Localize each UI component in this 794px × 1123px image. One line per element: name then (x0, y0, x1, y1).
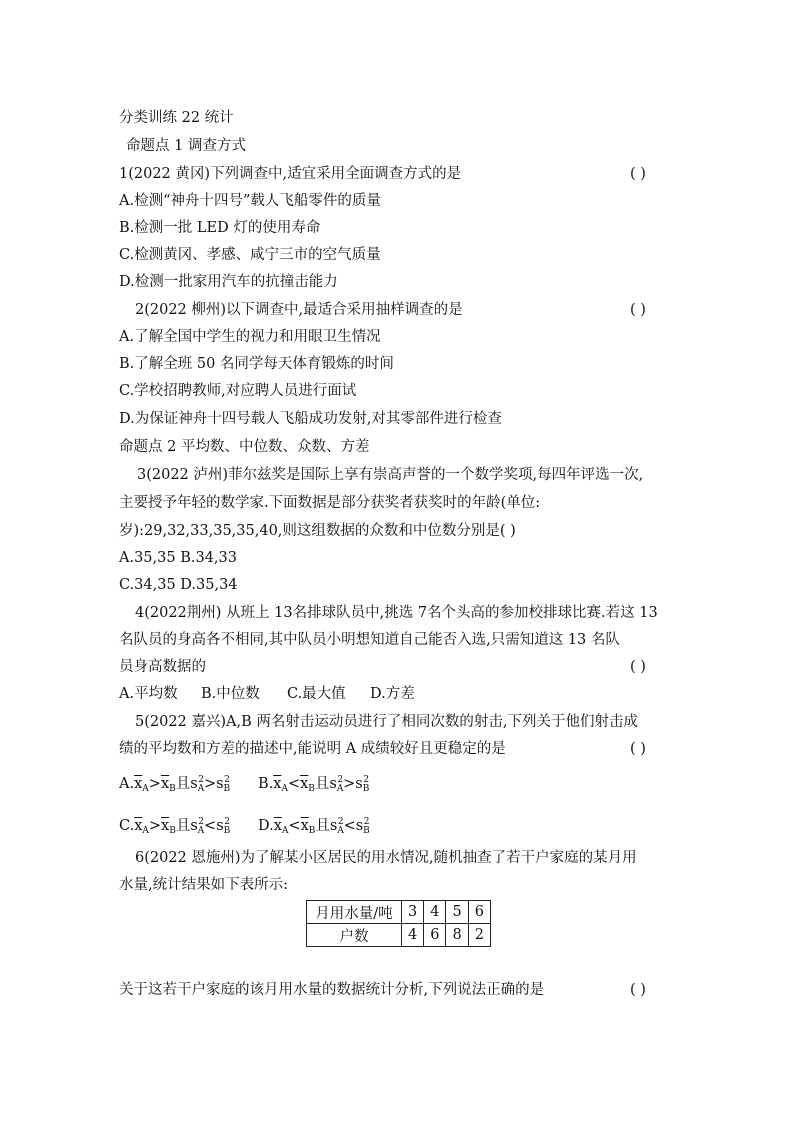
question-4-answer-blank: ( ) (630, 659, 646, 675)
question-1-option-d: D.检测一批家用汽车的抗撞击能力 (119, 274, 338, 290)
question-6-line-2: 水量,统计结果如下表所示: (119, 877, 288, 893)
question-1-answer-blank: ( ) (630, 166, 646, 182)
question-2-option-a: A.了解全国中学生的视力和用眼卫生情况 (119, 329, 381, 345)
table-cell: 5 (446, 901, 468, 924)
table-cell: 6 (424, 924, 446, 947)
question-4-option-a: A.平均数 (119, 686, 178, 702)
question-4-line-2: 名队员的身高各不相同,其中队员小明想知道自己能否入选,只需知道这 13 名队 (119, 632, 620, 648)
question-3-line-2: 主要授予年轻的数学家.下面数据是部分获奖者获奖时的年龄(单位: (119, 495, 541, 511)
table-cell: 3 (402, 901, 424, 924)
table-header-cell: 户数 (307, 924, 402, 947)
question-5-line-2: 绩的平均数和方差的描述中,能说明 A 成绩较好且更稳定的是 (119, 741, 506, 757)
question-5-option-c: $C.\overline{x}_A>\overline{x}_B$且$s_A^2<s_B^2$ (119, 817, 231, 836)
question-6-line-3: 关于这若干户家庭的该月用水量的数据统计分析,下列说法正确的是 (119, 982, 545, 998)
question-2-option-c: C.学校招聘教师,对应聘人员进行面试 (119, 383, 357, 399)
question-6-answer-blank: ( ) (630, 982, 646, 998)
question-5-option-b: $B.\overline{x}_A<\overline{x}_B$且$s_A^2>s_B^2$ (258, 775, 370, 794)
question-4-line-3: 员身高数据的 (119, 659, 206, 675)
question-2-option-b: B.了解全班 50 名同学每天体育锻炼的时间 (119, 356, 394, 372)
table-cell: 4 (402, 924, 424, 947)
table-cell: 8 (446, 924, 468, 947)
table-row (307, 924, 491, 947)
question-4-option-d: D.方差 (370, 686, 415, 702)
question-3-options-cd: C.34,35 D.35,34 (119, 577, 238, 593)
question-1-option-b: B.检测一批 LED 灯的使用寿命 (119, 220, 321, 236)
question-1-option-a: A.检测“神舟十四号”载人飞船零件的质量 (119, 193, 381, 209)
water-usage-table (306, 900, 491, 947)
question-3-options-ab: A.35,35 B.34,33 (119, 550, 237, 566)
question-4-options (119, 684, 415, 704)
question-2-option-d: D.为保证神舟十四号载人飞船成功发射,对其零部件进行检查 (119, 411, 502, 427)
question-6-line-1: 6(2022 恩施州)为了解某小区居民的用水情况,随机抽查了若干户家庭的某月用 (135, 850, 637, 866)
question-2-stem: 2(2022 柳州)以下调查中,最适合采用抽样调查的是 (135, 302, 463, 318)
question-4-option-b: B.中位数 (201, 686, 260, 702)
question-4-option-c: C.最大值 (287, 686, 346, 702)
question-5-answer-blank: ( ) (630, 741, 646, 757)
table-cell: 2 (468, 924, 490, 947)
table-header-cell: 月用水量/吨 (307, 901, 402, 924)
question-3-line-1: 3(2022 泸州)菲尔兹奖是国际上享有崇高声誉的一个数学奖项,每四年评选一次, (137, 467, 644, 483)
question-5-option-d: $D.\overline{x}_A<\overline{x}_B$且$s_A^2<s_B^2$ (258, 817, 370, 836)
question-4-line-1: 4(2022荆州) 从班上 13名排球队员中,挑选 7名个头高的参加校排球比赛.若这 13 (135, 605, 658, 621)
table-cell: 4 (424, 901, 446, 924)
question-2-answer-blank: ( ) (630, 302, 646, 318)
topic-heading-1: 命题点 1 调查方式 (126, 138, 246, 154)
section-title: 分类训练 22 统计 (119, 110, 234, 126)
question-5-option-a: $A.\overline{x}_A>\overline{x}_B$且$s_A^2>s_B^2$ (119, 775, 231, 794)
table-row (307, 901, 491, 924)
question-3-line-3: 岁):29,32,33,35,35,40,则这组数据的众数和中位数分别是( ) (119, 523, 516, 539)
question-1-stem: 1(2022 黄冈)下列调查中,适宜采用全面调查方式的是 (119, 166, 462, 182)
topic-heading-2: 命题点 2 平均数、中位数、众数、方差 (119, 439, 370, 455)
question-1-option-c: C.检测黄冈、孝感、咸宁三市的空气质量 (119, 247, 381, 263)
table-cell: 6 (468, 901, 490, 924)
question-5-line-1: 5(2022 嘉兴)A,B 两名射击运动员进行了相同次数的射击,下列关于他们射击成 (135, 714, 639, 730)
